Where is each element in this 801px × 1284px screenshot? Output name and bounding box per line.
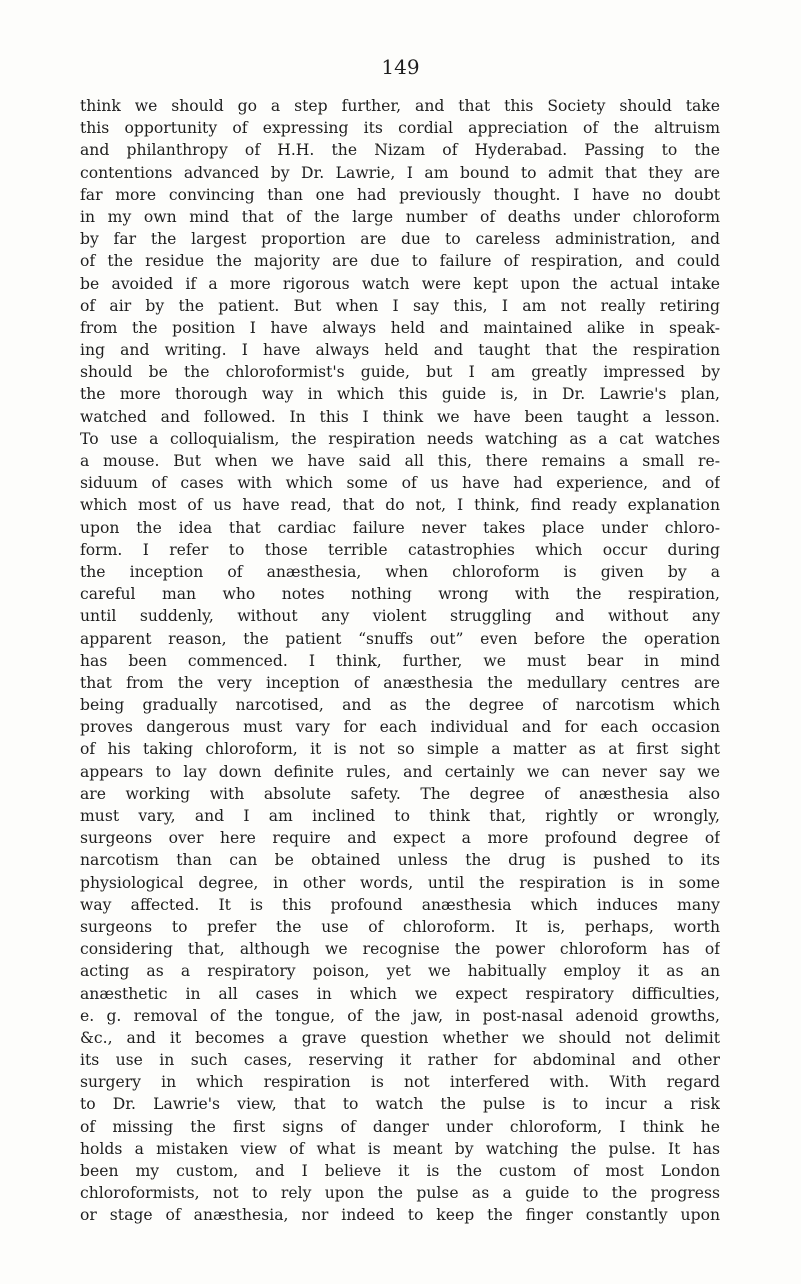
page-number: 149 — [381, 55, 420, 79]
text-line: To use a colloquialism, the respiration needs watching as a cat watches — [80, 429, 720, 448]
text-line: e. g. removal of the tongue, of the jaw, in post-nasal adenoid growths, — [80, 1006, 720, 1025]
text-line: a mouse. But when we have said all this, there remains a small re- — [80, 452, 720, 470]
text-line: or stage of anæsthesia, nor indeed to keep the finger constantly upon — [80, 1206, 720, 1225]
text-line: to Dr. Lawrie's view, that to watch the pulse is to incur a risk — [80, 1095, 720, 1114]
text-line: narcotism than can be obtained unless the drug is pushed to its — [80, 851, 720, 870]
text-line: surgery in which respiration is not interfered with. With regard — [80, 1073, 720, 1092]
text-line: &c., and it becomes a grave question whether we should not delimit — [80, 1028, 720, 1047]
text-line: its use in such cases, reserving it rather for abdominal and other — [80, 1051, 720, 1070]
text-line: ing and writing. I have always held and taught that the respiration — [80, 341, 720, 360]
text-line: think we should go a step further, and that this Society should take — [80, 97, 720, 115]
text-line: siduum of cases with which some of us have had experience, and of — [80, 474, 720, 493]
text-line: of air by the patient. But when I say this, I am not really retiring — [80, 296, 720, 315]
text-line: which most of us have read, that do not, I think, find ready explanation — [80, 496, 720, 515]
text-line: contentions advanced by Dr. Lawrie, I am bound to admit that they are — [80, 163, 720, 182]
text-line: of the residue the majority are due to failure of respiration, and could — [80, 252, 720, 271]
text-line: considering that, although we recognise the power chloroform has of — [80, 940, 720, 959]
text-line: and philanthropy of H.H. the Nizam of Hyderabad. Passing to the — [80, 141, 720, 160]
text-line: of missing the first signs of danger under chloroform, I think he — [80, 1117, 720, 1136]
text-line: by far the largest proportion are due to careless administration, and — [80, 230, 720, 249]
text-line: careful man who notes nothing wrong with the respiration, — [80, 585, 720, 604]
text-line: proves dangerous must vary for each individual and for each occasion — [80, 718, 720, 737]
text-line: surgeons over here require and expect a more profound degree of — [80, 829, 720, 848]
text-line: until suddenly, without any violent struggling and without any — [80, 607, 720, 626]
text-line: watched and followed. In this I think we have been taught a lesson. — [80, 407, 720, 426]
text-line: be avoided if a more rigorous watch were kept upon the actual intake — [80, 274, 720, 293]
text-line: physiological degree, in other words, until the respiration is in some — [80, 873, 720, 892]
text-line: should be the chloroformist's guide, but I am greatly impressed by — [80, 363, 720, 382]
text-line: in my own mind that of the large number of deaths under chloroform — [80, 207, 720, 226]
text-line: has been commenced. I think, further, we must bear in mind — [80, 651, 720, 670]
text-line: the inception of anæsthesia, when chloroform is given by a — [80, 562, 720, 581]
text-line: appears to lay down definite rules, and certainly we can never say we — [80, 762, 720, 781]
text-line: being gradually narcotised, and as the degree of narcotism which — [80, 696, 720, 715]
text-line: are working with absolute safety. The degree of anæsthesia also — [80, 784, 720, 803]
text-line: been my custom, and I believe it is the custom of most London — [80, 1162, 720, 1180]
text-line: the more thorough way in which this guide is, in Dr. Lawrie's plan, — [80, 385, 720, 404]
text-line: must vary, and I am inclined to think that, rightly or wrongly, — [80, 807, 720, 825]
text-line: form. I refer to those terrible catastrophies which occur during — [80, 540, 720, 559]
text-line: upon the idea that cardiac failure never takes place under chloro- — [80, 518, 720, 537]
text-line: anæsthetic in all cases in which we expect respiratory difficulties, — [80, 984, 720, 1003]
body-text — [80, 95, 720, 1227]
text-line: of his taking chloroform, it is not so simple a matter as at first sight — [80, 740, 720, 759]
text-line: acting as a respiratory poison, yet we habitually employ it as an — [80, 962, 720, 981]
text-line: chloroformists, not to rely upon the pulse as a guide to the progress — [80, 1184, 720, 1203]
text-line: apparent reason, the patient “snuffs out” even before the operation — [80, 629, 720, 648]
text-line: far more convincing than one had previously thought. I have no doubt — [80, 185, 720, 204]
text-line: from the position I have always held and maintained alike in speak- — [80, 318, 720, 337]
text-line: that from the very inception of anæsthesia the medullary centres are — [80, 673, 720, 692]
text-line: surgeons to prefer the use of chloroform. It is, perhaps, worth — [80, 917, 720, 936]
text-line: this opportunity of expressing its cordial appreciation of the altruism — [80, 119, 720, 138]
text-line: way affected. It is this profound anæsthesia which induces many — [80, 895, 720, 914]
text-line: holds a mistaken view of what is meant by watching the pulse. It has — [80, 1139, 720, 1158]
